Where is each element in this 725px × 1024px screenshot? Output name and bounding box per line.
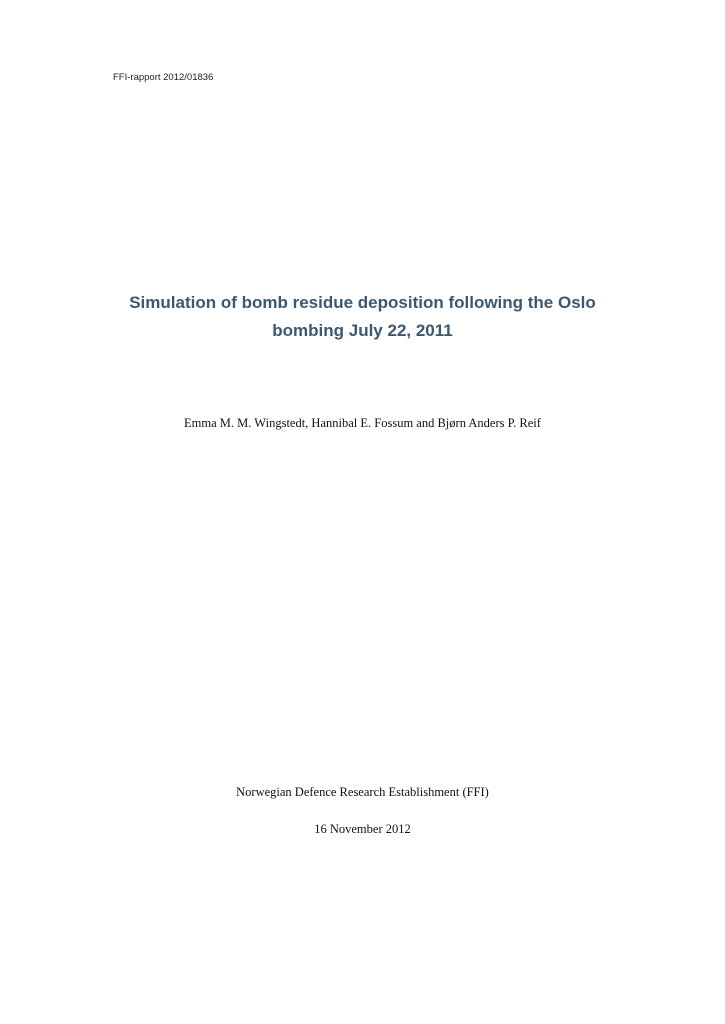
document-title: [60, 289, 665, 345]
report-id: FFI-rapport 2012/01836: [113, 72, 214, 83]
publication-date: 16 November 2012: [314, 822, 411, 836]
institution: Norwegian Defence Research Establishment (FFI): [236, 785, 489, 799]
title-line-2: bombing July 22, 2011: [272, 321, 453, 340]
authors: Emma M. M. Wingstedt, Hannibal E. Fossum and Bjørn Anders P. Reif: [184, 416, 541, 430]
title-line-1: Simulation of bomb residue deposition following the Oslo: [129, 293, 596, 312]
